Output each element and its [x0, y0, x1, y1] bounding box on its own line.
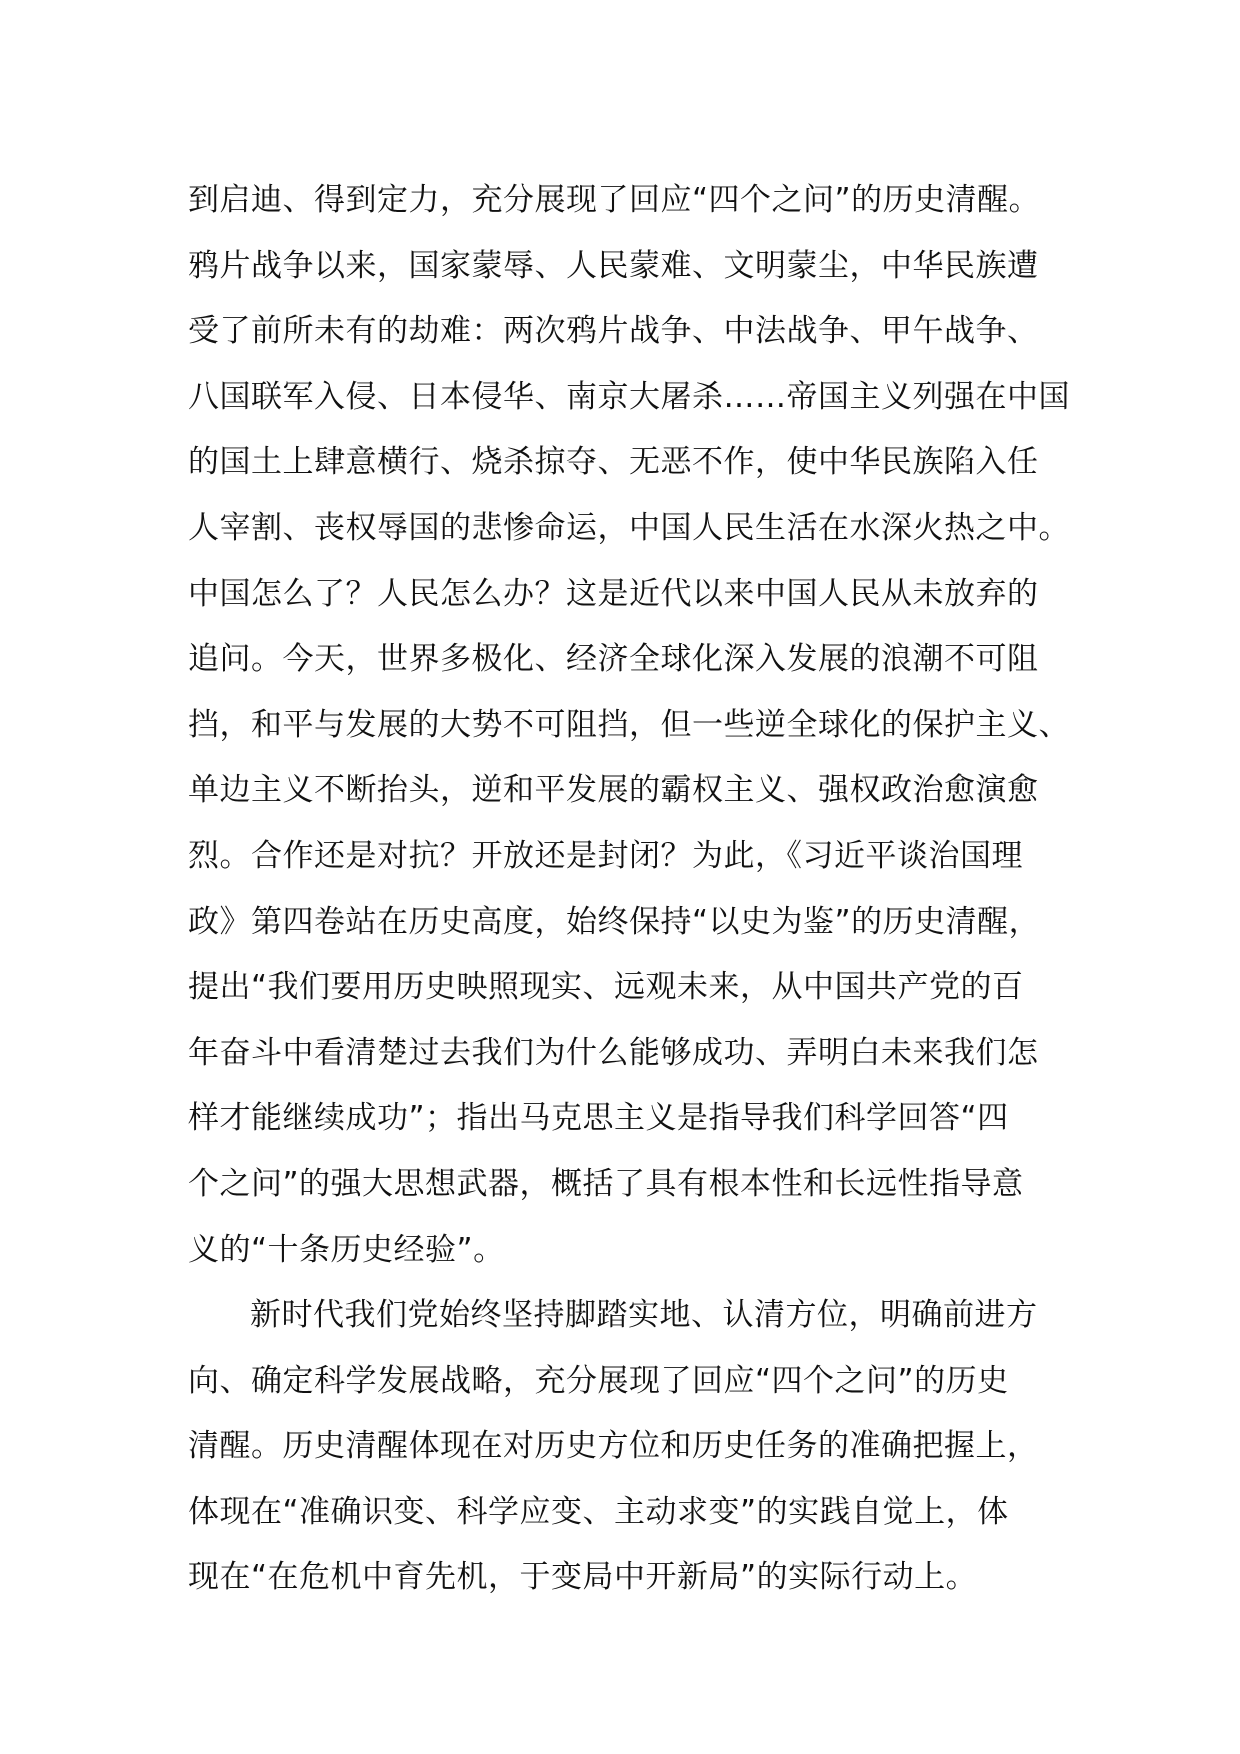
text-line: 的国土上肆意横行、烧杀掠夺、无恶不作，使中华民族陷入任	[188, 444, 1039, 481]
text-line: 政》第四卷站在历史高度，始终保持“以史为鉴”的历史清醒，	[188, 903, 1041, 940]
text-line: 人宰割、丧权辱国的悲惨命运，中国人民生活在水深火热之中。	[188, 509, 1070, 546]
text-line: 受了前所未有的劫难：两次鸦片战争、中法战争、甲午战争、	[188, 313, 1039, 350]
paragraph-first-line: 新时代我们党始终坚持脚踏实地、认清方位，明确前进方	[250, 1297, 1038, 1334]
text-line: 提出“我们要用历史映照现实、远观未来，从中国共产党的百	[188, 969, 1024, 1006]
text-line: 向、确定科学发展战略，充分展现了回应“四个之问”的历史	[188, 1362, 1009, 1399]
text-line: 八国联军入侵、日本侵华、南京大屠杀……帝国主义列强在中国	[188, 378, 1070, 415]
text-line: 年奋斗中看清楚过去我们为什么能够成功、弄明白未来我们怎	[188, 1034, 1039, 1071]
text-line: 追问。今天，世界多极化、经济全球化深入发展的浪潮不可阻	[188, 641, 1039, 678]
text-line: 单边主义不断抬头，逆和平发展的霸权主义、强权政治愈演愈	[188, 772, 1039, 809]
text-line: 个之问”的强大思想武器，概括了具有根本性和长远性指导意	[188, 1165, 1024, 1202]
text-line: 义的“十条历史经验”。	[188, 1231, 505, 1268]
body-text	[188, 168, 1088, 1611]
text-line: 样才能继续成功”；指出马克思主义是指导我们科学回答“四	[188, 1100, 1009, 1137]
text-line: 中国怎么了？人民怎么办？这是近代以来中国人民从未放弃的	[188, 575, 1039, 612]
text-line: 到启迪、得到定力，充分展现了回应“四个之问”的历史清醒。	[188, 182, 1041, 218]
text-line: 烈。合作还是对抗？开放还是封闭？为此，《习近平谈治国理	[188, 837, 1023, 874]
text-line: 现在“在危机中育先机，于变局中开新局”的实际行动上。	[188, 1559, 978, 1596]
text-line: 体现在“准确识变、科学应变、主动求变”的实践自觉上，体	[188, 1493, 1009, 1530]
text-line: 鸦片战争以来，国家蒙辱、人民蒙难、文明蒙尘，中华民族遭	[188, 247, 1039, 284]
text-line: 挡，和平与发展的大势不可阻挡，但一些逆全球化的保护主义、	[188, 706, 1070, 743]
text-line: 清醒。历史清醒体现在对历史方位和历史任务的准确把握上，	[188, 1428, 1039, 1465]
